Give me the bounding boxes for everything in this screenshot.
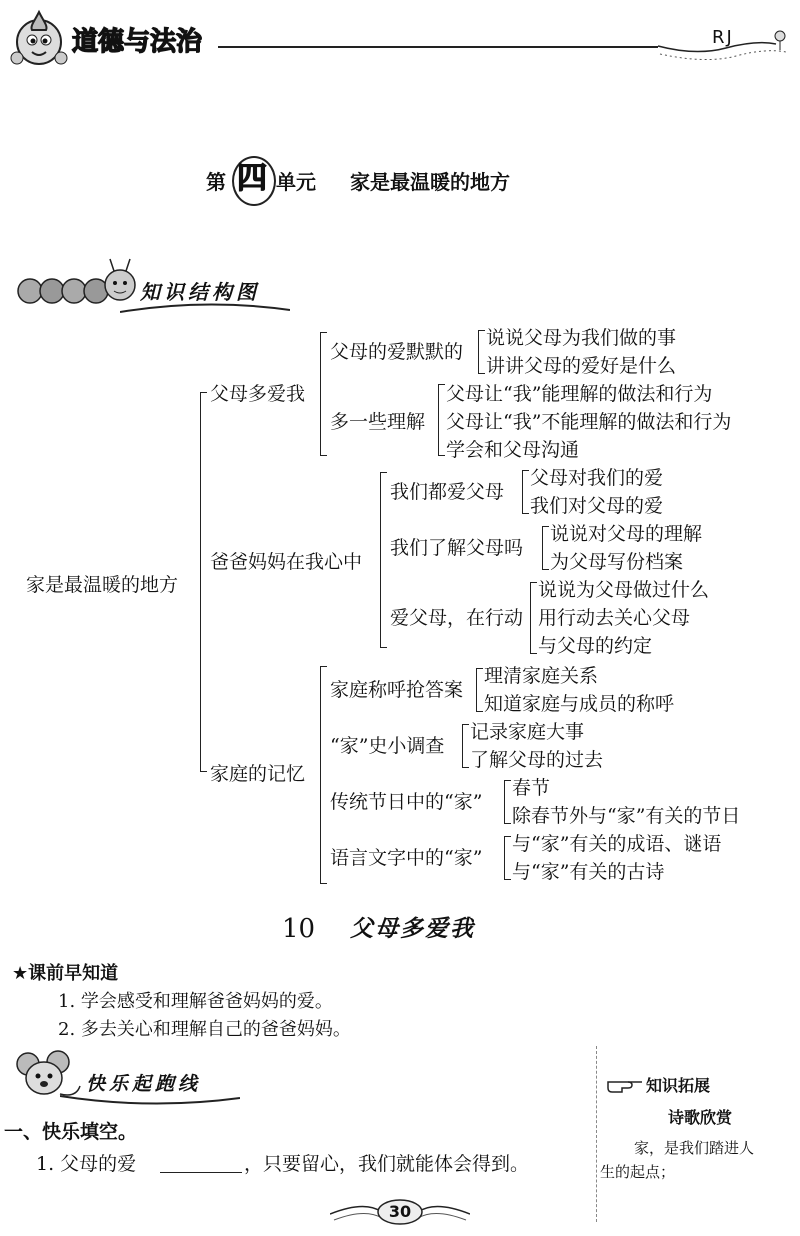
tree-b1-c1-item: 说说父母为我们做的事 [486, 327, 677, 349]
tree-b3-c2-item: 了解父母的过去 [470, 749, 604, 771]
brace-b1 [320, 332, 321, 456]
tree-b2-c3-item: 说说为父母做过什么 [538, 579, 710, 601]
brace-b3 [320, 666, 321, 884]
preview-item: 1. 学会感受和理解爸爸妈妈的爱。 [58, 991, 333, 1012]
header-subject: 道德与法治 [72, 27, 203, 57]
sidebar-subtitle: 诗歌欣赏 [668, 1108, 733, 1127]
tree-b3-c3: 传统节日中的“家” [330, 791, 483, 813]
brace-root [200, 392, 201, 772]
unit-suffix: 单元 [276, 170, 316, 194]
section-start-underline [60, 1092, 240, 1108]
tree-b2-c3: 爱父母，在行动 [390, 607, 524, 629]
lesson-number: 10 [282, 914, 316, 944]
brace-b3-c1 [476, 668, 477, 712]
brace-b1-c2 [438, 384, 439, 456]
tree-b1-c2-item: 父母让“我”能理解的做法和行为 [446, 383, 713, 405]
exercise-q1-prefix: 1. 父母的爱 [36, 1153, 137, 1175]
tree-b3-c4-item: 与“家”有关的成语、谜语 [512, 833, 722, 855]
pointing-hand-icon [606, 1072, 646, 1096]
tree-b1-c2: 多一些理解 [330, 411, 426, 433]
sidebar-text-line-1: 家，是我们踏进人 [634, 1139, 755, 1157]
tree-b3-c3-item: 除春节外与“家”有关的节日 [512, 805, 741, 827]
edition-label: RJ [712, 27, 734, 48]
sidebar-title: 知识拓展 [646, 1076, 711, 1095]
brace-b3-c2 [462, 724, 463, 768]
preview-heading: ★课前早知道 [12, 963, 119, 984]
unit-prefix: 第 [206, 170, 226, 194]
exercise-q1-blank[interactable] [160, 1172, 242, 1173]
sidebar-divider [596, 1046, 597, 1222]
tree-b3-c2: “家”史小调查 [330, 735, 445, 757]
tree-b2-c2: 我们了解父母吗 [390, 537, 524, 559]
tree-b2-c2-item: 说说对父母的理解 [550, 523, 703, 545]
tree-b2-c1: 我们都爱父母 [390, 481, 505, 503]
unit-number: 四 [237, 161, 267, 196]
exercise-heading: 一、快乐填空。 [4, 1121, 138, 1143]
brace-b2-c1 [522, 470, 523, 514]
brace-b2-c2 [542, 526, 543, 570]
tree-b2-c3-item: 与父母的约定 [538, 635, 653, 657]
unit-title: 家是最温暖的地方 [350, 170, 510, 194]
tree-b2-c3-item: 用行动去关心父母 [538, 607, 691, 629]
section-start-title: 快乐起跑线 [86, 1073, 202, 1095]
page-number: 30 [388, 1202, 412, 1221]
brace-b1-c1 [478, 330, 479, 374]
tree-b1-c2-item: 学会和父母沟通 [446, 439, 580, 461]
exercise-q1-suffix: ，只要留心，我们就能体会得到。 [244, 1153, 530, 1175]
tree-b3-c1: 家庭称呼抢答案 [330, 679, 464, 701]
tree-root: 家是最温暖的地方 [26, 574, 179, 596]
preview-item: 2. 多去关心和理解自己的爸爸妈妈。 [58, 1019, 351, 1040]
tree-b2-c1-item: 我们对父母的爱 [530, 495, 664, 517]
tree-b2-c2-item: 为父母写份档案 [550, 551, 684, 573]
tree-b3-c1-item: 知道家庭与成员的称呼 [484, 693, 675, 715]
tree-b3-c4: 语言文字中的“家” [330, 847, 483, 869]
sidebar-text-line-2: 生的起点； [600, 1163, 676, 1181]
tree-b1-c1: 父母的爱默默的 [330, 341, 464, 363]
tree-branch-1: 父母多爱我 [210, 383, 306, 405]
tree-b3-c1-item: 理清家庭关系 [484, 665, 599, 687]
mascot-logo-icon [8, 8, 70, 70]
tree-b3-c4-item: 与“家”有关的古诗 [512, 861, 665, 883]
brace-b2-c3 [530, 582, 531, 654]
section-knowledge-title: 知识结构图 [140, 280, 260, 304]
tree-b1-c2-item: 父母让“我”不能理解的做法和行为 [446, 411, 732, 433]
tree-b3-c3-item: 春节 [512, 777, 551, 799]
header-rule [218, 46, 658, 48]
tree-branch-2: 爸爸妈妈在我心中 [210, 551, 363, 573]
brace-b3-c3 [504, 780, 505, 824]
lesson-title: 父母多爱我 [350, 916, 475, 942]
brace-b3-c4 [504, 836, 505, 880]
tree-b1-c1-item: 讲讲父母的爱好是什么 [486, 355, 677, 377]
tree-branch-3: 家庭的记忆 [210, 763, 306, 785]
tree-b3-c2-item: 记录家庭大事 [470, 721, 585, 743]
brace-b2 [380, 472, 381, 648]
tree-b2-c1-item: 父母对我们的爱 [530, 467, 664, 489]
section-knowledge-underline [120, 300, 290, 316]
